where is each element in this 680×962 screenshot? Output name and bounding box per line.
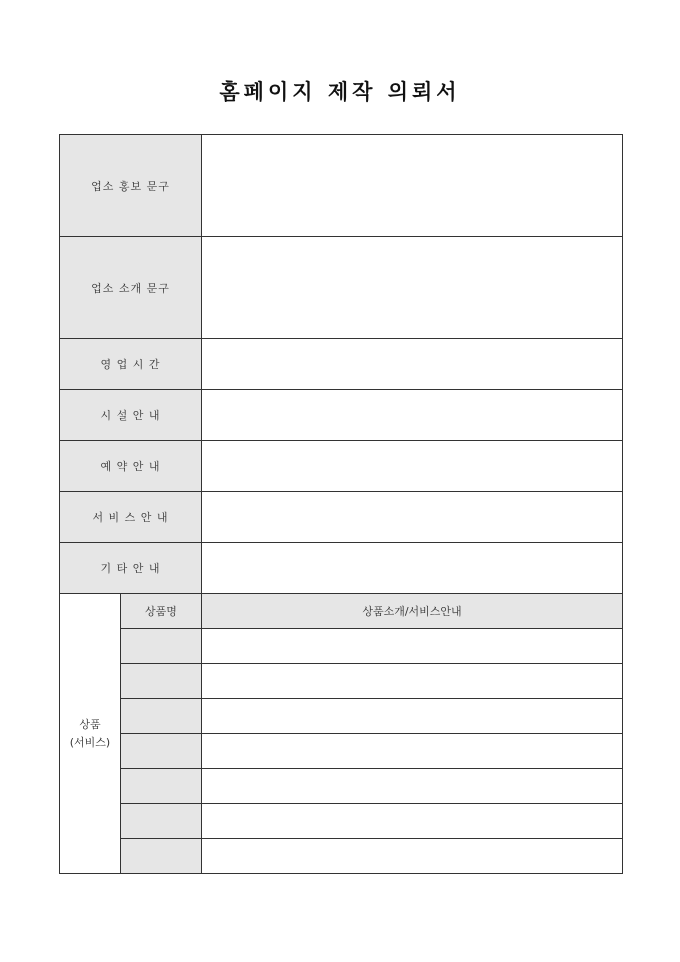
product-row (60, 629, 623, 664)
product-name-cell[interactable] (121, 839, 202, 874)
product-desc-cell[interactable] (202, 769, 623, 804)
product-name-header: 상품명 (121, 594, 202, 629)
field-label-intro: 업소 소개 문구 (60, 237, 202, 339)
product-name-cell[interactable] (121, 699, 202, 734)
products-header-row (60, 594, 623, 629)
product-row (60, 664, 623, 699)
form-row-facilities (60, 390, 623, 441)
field-label-other: 기 타 안 내 (60, 543, 202, 594)
form-row-promo (60, 135, 623, 237)
products-label-line2: (서비스) (69, 735, 111, 749)
product-row (60, 734, 623, 769)
products-label-line1: 상품 (79, 717, 101, 731)
field-value-intro[interactable] (202, 237, 623, 339)
product-row (60, 804, 623, 839)
field-value-facilities[interactable] (202, 390, 623, 441)
form-row-service (60, 492, 623, 543)
field-value-reservation[interactable] (202, 441, 623, 492)
product-name-cell[interactable] (121, 664, 202, 699)
product-desc-cell[interactable] (202, 804, 623, 839)
form-row-reservation (60, 441, 623, 492)
form-row-intro (60, 237, 623, 339)
product-name-cell[interactable] (121, 769, 202, 804)
field-value-other[interactable] (202, 543, 623, 594)
product-name-cell[interactable] (121, 734, 202, 769)
product-desc-cell[interactable] (202, 734, 623, 769)
field-label-reservation: 예 약 안 내 (60, 441, 202, 492)
product-name-cell[interactable] (121, 629, 202, 664)
field-value-service[interactable] (202, 492, 623, 543)
product-row (60, 699, 623, 734)
field-value-promo[interactable] (202, 135, 623, 237)
form-row-hours (60, 339, 623, 390)
field-label-hours: 영 업 시 간 (60, 339, 202, 390)
field-value-hours[interactable] (202, 339, 623, 390)
field-label-promo: 업소 홍보 문구 (60, 135, 202, 237)
products-section-label (60, 594, 121, 874)
form-row-other (60, 543, 623, 594)
product-desc-header: 상품소개/서비스안내 (202, 594, 623, 629)
product-row (60, 839, 623, 874)
product-row (60, 769, 623, 804)
product-desc-cell[interactable] (202, 699, 623, 734)
request-form-table (59, 134, 623, 874)
field-label-service: 서 비 스 안 내 (60, 492, 202, 543)
product-name-cell[interactable] (121, 804, 202, 839)
document-title: 홈페이지 제작 의뢰서 (219, 79, 461, 104)
product-desc-cell[interactable] (202, 664, 623, 699)
product-desc-cell[interactable] (202, 839, 623, 874)
product-desc-cell[interactable] (202, 629, 623, 664)
field-label-facilities: 시 설 안 내 (60, 390, 202, 441)
